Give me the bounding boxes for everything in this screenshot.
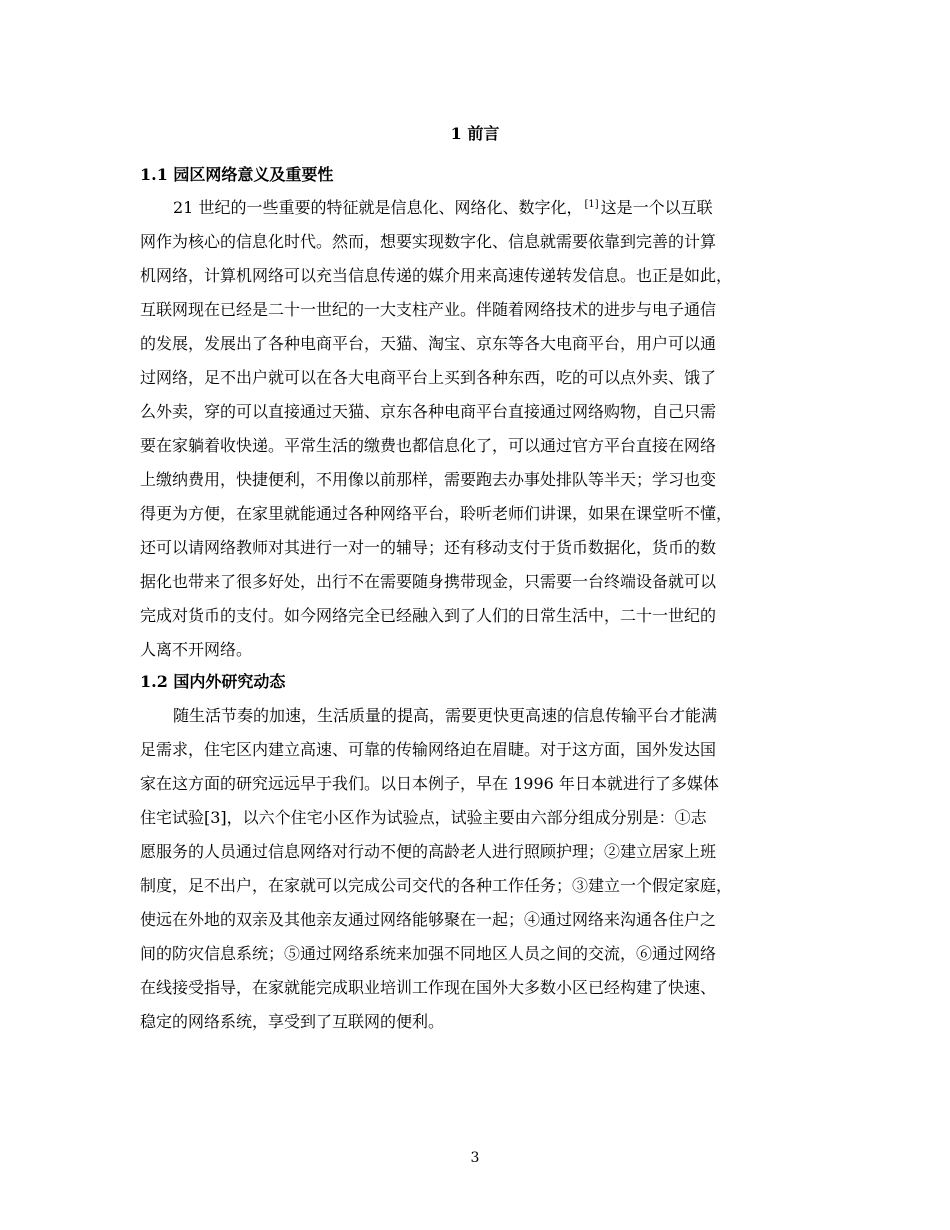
- citation-link[interactable]: [1]: [584, 199, 599, 210]
- paragraph-line: 制度，足不出户，在家就可以完成公司交代的各种工作任务；③建立一个假定家庭，: [140, 876, 733, 895]
- paragraph-line: [173, 196, 713, 220]
- paragraph-line: 使远在外地的双亲及其他亲友通过网络能够聚在一起；④通过网络来沟通各住户之: [140, 910, 717, 929]
- paragraph-line: 住宅试验[3]，以六个住宅小区作为试验点，试验主要由六部分组成分别是：①志: [140, 808, 707, 827]
- paragraph-line: 得更为方便，在家里就能通过各种网络平台，聆听老师们讲课，如果在课堂听不懂，: [140, 504, 733, 523]
- paragraph-line: 互联网现在已经是二十一世纪的一大支柱产业。伴随着网络技术的进步与电子通信: [140, 300, 717, 319]
- paragraph-line: 足需求，住宅区内建立高速、可靠的传输网络迫在眉睫。对于这方面，国外发达国: [140, 740, 717, 759]
- paragraph-line-text: 21 世纪的一些重要的特征就是信息化、网络化、数字化，: [173, 198, 583, 217]
- paragraph-line: 完成对货币的支付。如今网络完全已经融入到了人们的日常生活中，二十一世纪的: [140, 606, 717, 625]
- paragraph-line: 随生活节奏的加速，生活质量的提高，需要更快更高速的信息传输平台才能满: [173, 706, 718, 725]
- paragraph-line: 愿服务的人员通过信息网络对行动不便的高龄老人进行照顾护理；②建立居家上班: [140, 842, 717, 861]
- paragraph-line: 的发展，发展出了各种电商平台，天猫、淘宝、京东等各大电商平台，用户可以通: [140, 334, 717, 353]
- paragraph-line: 网作为核心的信息化时代。然而，想要实现数字化、信息就需要依靠到完善的计算: [140, 232, 717, 251]
- paragraph-line: 过网络，足不出户就可以在各大电商平台上买到各种东西，吃的可以点外卖、饿了: [140, 368, 717, 387]
- page-number: 3: [470, 1150, 480, 1166]
- paragraph-line: 据化也带来了很多好处，出行不在需要随身携带现金，只需要一台终端设备就可以: [140, 572, 717, 591]
- paragraph-line: 在线接受指导，在家就能完成职业培训工作现在国外大多数小区已经构建了快速、: [140, 978, 717, 997]
- paragraph-line: 间的防灾信息系统；⑤通过网络系统来加强不同地区人员之间的交流，⑥通过网络: [140, 944, 717, 963]
- paragraph-line: 上缴纳费用，快捷便利，不用像以前那样，需要跑去办事处排队等半天；学习也变: [140, 470, 717, 489]
- section-heading-1-1: 1.1 园区网络意义及重要性: [140, 165, 334, 184]
- paragraph-line: 要在家躺着收快递。平常生活的缴费也都信息化了，可以通过官方平台直接在网络: [140, 436, 717, 455]
- paragraph-line: 家在这方面的研究远远早于我们。以日本例子，早在 1996 年日本就进行了多媒体: [140, 774, 719, 793]
- paragraph-line-text: 这是一个以互联: [600, 198, 713, 217]
- section-heading-1-2: 1.2 国内外研究动态: [140, 672, 286, 691]
- paragraph-line: 还可以请网络教师对其进行一对一的辅导；还有移动支付于货币数据化，货币的数: [140, 538, 717, 557]
- chapter-title: 1 前言: [450, 124, 500, 143]
- paragraph-line: 机网络，计算机网络可以充当信息传递的媒介用来高速传递转发信息。也正是如此，: [140, 266, 733, 285]
- paragraph-line: 么外卖，穿的可以直接通过天猫、京东各种电商平台直接通过网络购物，自己只需: [140, 402, 717, 421]
- paragraph-line: 稳定的网络系统，享受到了互联网的便利。: [140, 1012, 445, 1031]
- paragraph-line: 人离不开网络。: [140, 640, 253, 659]
